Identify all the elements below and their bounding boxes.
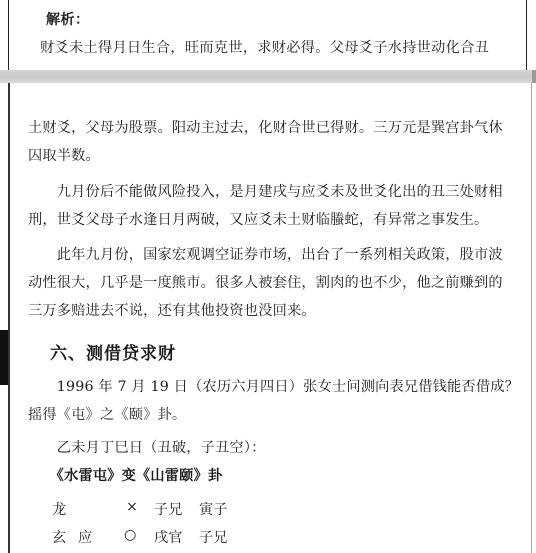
yao-mark: ○: [124, 527, 137, 543]
paragraph-4-line-1: 1996 年 7 月 19 日（农历六月四日）张女士问测向表兄借钱能否借成？: [28, 379, 519, 395]
paragraph-3: [28, 241, 520, 325]
paragraph-3-line-1: 此年九月份，国家宏观调空证券市场，出台了一系列相关政策，股市波: [28, 247, 503, 263]
yao-god: 龙: [52, 502, 67, 518]
gua-title-block: [28, 462, 520, 490]
date-line-block: [28, 434, 520, 462]
yao-mark: ×: [126, 499, 138, 515]
analysis-text-line: 财爻未土得月日生合，旺而克世，求财必得。父母爻子水持世动化合丑: [40, 40, 490, 56]
page-separator: [0, 70, 536, 83]
page-right-edge: [531, 83, 532, 553]
paragraph-3-line-2: 动性很大，几乎是一度熊市。很多人被套住，割肉的也不少，他之前赚到的: [28, 275, 503, 291]
yao-changed: 子兄: [199, 530, 228, 546]
paragraph-2-line-1: 九月份后不能做风险投入，是月建戌与应爻未及世爻化出的丑三处财相: [28, 184, 503, 200]
yao-role: 应: [78, 530, 93, 546]
page-edge-marker: [0, 330, 8, 385]
paragraph-2: [28, 178, 520, 234]
yao-changed: 寅子: [199, 502, 228, 518]
paragraph-2-line-2: 刑，世爻父母子水逢日月两破，又应爻未土财临螣蛇，有异常之事发生。: [28, 212, 489, 228]
gua-title: 《水雷屯》变《山雷颐》卦: [28, 468, 223, 484]
previous-page-fragment: [8, 0, 527, 70]
yao-god: 玄: [52, 530, 67, 546]
paragraph-3-line-3: 三万多赔进去不说，还有其他投资也没回来。: [28, 303, 316, 319]
page-left-border: [8, 83, 10, 553]
paragraph-1-line-1: 土财爻，父母为股票。阳动主过去，化财合世已得财。三万元是巽宫卦气休: [28, 120, 503, 136]
yao-relative: 戌官: [154, 530, 183, 546]
paragraph-4-line-2: 摇得《屯》之《颐》卦。: [28, 407, 187, 423]
paragraph-1-line-2: 囚取半数。: [28, 148, 100, 164]
page-separator-tab: [532, 70, 536, 83]
current-page: [0, 83, 536, 553]
yao-relative: 子兄: [154, 502, 183, 518]
paragraph-1: [28, 114, 520, 170]
section-heading: 六、测借贷求财: [50, 344, 176, 364]
date-line: 乙未月丁巳日（丑破，子丑空）：: [28, 440, 266, 456]
analysis-label: 解析：: [46, 12, 90, 28]
paragraph-4: [28, 373, 520, 429]
